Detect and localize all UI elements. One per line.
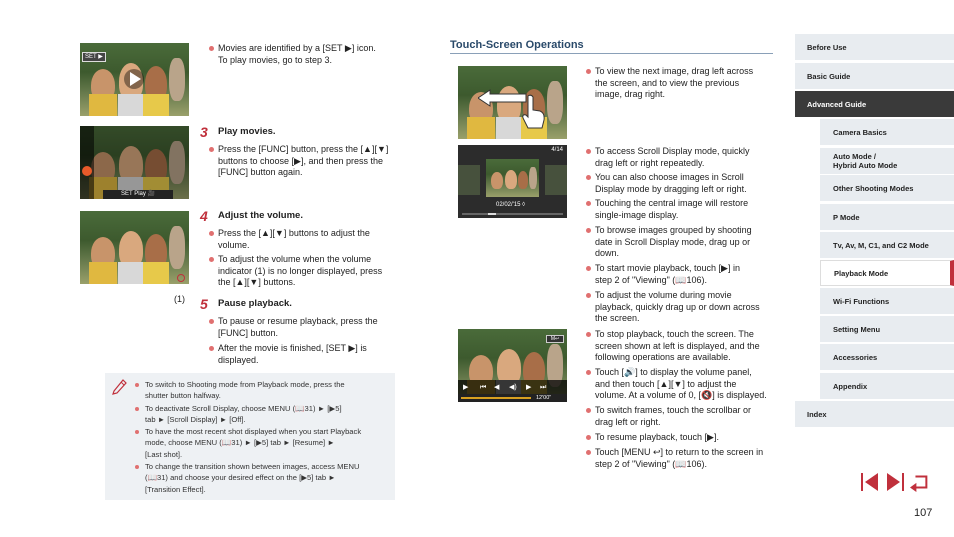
section-title: Touch-Screen Operations [450,39,584,51]
volume-indicator-icon [177,274,185,282]
speaker-icon: ◀) [509,384,517,391]
image-date: 02/02/'15 ◊ [496,202,526,208]
touch-bullet-4: Touching the central image will restore single-image display. [595,198,749,220]
rewind-icon: ◀ [494,384,500,391]
step-4-title: Adjust the volume. [218,210,303,221]
play-icon: ▶ [463,384,469,391]
nav-wifi-functions[interactable]: Wi-Fi Functions [820,288,954,314]
nav-tv-av-m-mode[interactable]: Tv, Av, M, C1, and C2 Mode [820,232,954,258]
note-item: To switch to Shooting mode from Playback mode, press the shutter button halfway. [145,380,345,401]
notes-box [105,373,395,500]
nav-auto-mode-line-2: Hybrid Auto Mode [833,161,898,170]
movie-thumbnail-photo [80,43,189,116]
return-icon[interactable] [910,472,930,492]
step-3-number: 3 [200,124,208,140]
set-movie-badge: SET ▶ [82,52,106,62]
nav-basic-guide[interactable]: Basic Guide [795,63,954,89]
touch-bullet-1: To view the next image, drag left across the screen, and to view the previous image, drag right. [595,66,754,99]
step-5-bullet-1: To pause or resume playback, press the [FUNC] button. [218,316,378,338]
image-counter: 4/14 [551,147,563,153]
nav-p-mode[interactable]: P Mode [820,204,954,230]
nav-before-use[interactable]: Before Use [795,34,954,60]
nav-camera-basics[interactable]: Camera Basics [820,119,954,145]
movies-note: Movies are identified by a [SET ▶] icon. To play movies, go to step 3. [218,43,376,65]
play-menu-photo [80,126,189,199]
step-4-bullet-1: Press the [▲][▼] buttons to adjust the volume. [218,228,370,250]
step-5-number: 5 [200,296,208,312]
step-5-title: Pause playback. [218,298,292,309]
touch-bullet-6: To start movie playback, touch [▶] in step 2 of "Viewing" (📖106). [595,263,740,285]
touch-bullet-5: To browse images grouped by shooting date in Scroll Display mode, drag up or down. [595,225,752,258]
menu-return-icon: M↩ [546,335,564,343]
touch-bullet-9: Touch [🔊] to display the volume panel, and then touch [▲][▼] to adjust the volume. At a volume of 0, [🔇] is displayed. [595,367,767,400]
selected-play-icon [82,166,92,176]
step-3-bullet: Press the [FUNC] button, press the [▲][▼] buttons to choose [▶], and then press the [FUNC] button again. [218,144,389,177]
touch-bullet-10: To switch frames, touch the scrollbar or drag left or right. [595,405,752,427]
step-5-bullet-2: After the movie is finished, [SET ▶] is displayed. [218,343,367,365]
nav-index[interactable]: Index [795,401,954,427]
nav-setting-menu[interactable]: Setting Menu [820,316,954,342]
movie-scrollbar [458,394,567,402]
play-icon [130,72,141,86]
nav-playback-mode[interactable]: Playback Mode [820,260,954,286]
touch-bullet-12: Touch [MENU ↩] to return to the screen in step 2 of "Viewing" (📖106). [595,447,764,469]
step-4-number: 4 [200,208,208,224]
nav-auto-mode[interactable] [820,148,954,174]
forward-icon: ▶ [526,384,532,391]
movie-control-bar [458,380,567,394]
nav-accessories[interactable]: Accessories [820,344,954,370]
touch-bullet-7: To adjust the volume during movie playback, quickly drag up or down across the screen. [595,290,760,323]
volume-callout-label: (1) [174,294,185,304]
note-item: To deactivate Scroll Display, choose MENU (📖31) ► [▶5] tab ► [Scroll Display] ► [Off]. [145,404,342,425]
touch-bullet-3: You can also choose images in Scroll Display mode by dragging left or right. [595,172,747,194]
last-frame-icon: ⏭ [540,384,547,391]
volume-photo [80,211,189,284]
nav-other-shooting-modes[interactable]: Other Shooting Modes [820,175,954,201]
section-divider [450,53,773,54]
step-3-title: Play movies. [218,126,276,137]
pencil-note-icon [111,377,129,395]
playback-time: 12'00" [536,395,552,401]
note-item: To change the transition shown between images, access MENU (📖31) and choose your desired effect on the [▶5] tab ► [Transition Effect]. [145,462,360,494]
note-item: To have the most recent shot displayed when you start Playback mode, choose MENU (📖31) ► [▶5] tab ► [Resume] ► [Last shot]. [145,427,362,459]
scroll-display-screen [458,145,567,218]
touch-bullet-2: To access Scroll Display mode, quickly drag left or right repeatedly. [595,146,750,168]
nav-advanced-guide[interactable]: Advanced Guide [795,91,954,117]
first-frame-icon: ⏮ [480,384,487,391]
touch-bullet-11: To resume playback, touch [▶]. [595,432,719,442]
previous-page-icon[interactable] [860,472,880,492]
func-menu-strip [80,126,94,199]
hand-touch-icon [520,94,546,130]
next-page-icon[interactable] [885,472,905,492]
page-number: 107 [914,507,933,519]
step-4-bullet-2: To adjust the volume when the volume indicator (1) is no longer displayed, press the [▲][▼] buttons. [218,254,383,287]
touch-bullet-8: To stop playback, touch the screen. The screen shown at left is displayed, and the following operations are available. [595,329,760,362]
nav-auto-mode-line-1: Auto Mode / [833,152,876,161]
play-screen-label: SET Play 🎥 [103,190,173,199]
nav-appendix[interactable]: Appendix [820,373,954,399]
